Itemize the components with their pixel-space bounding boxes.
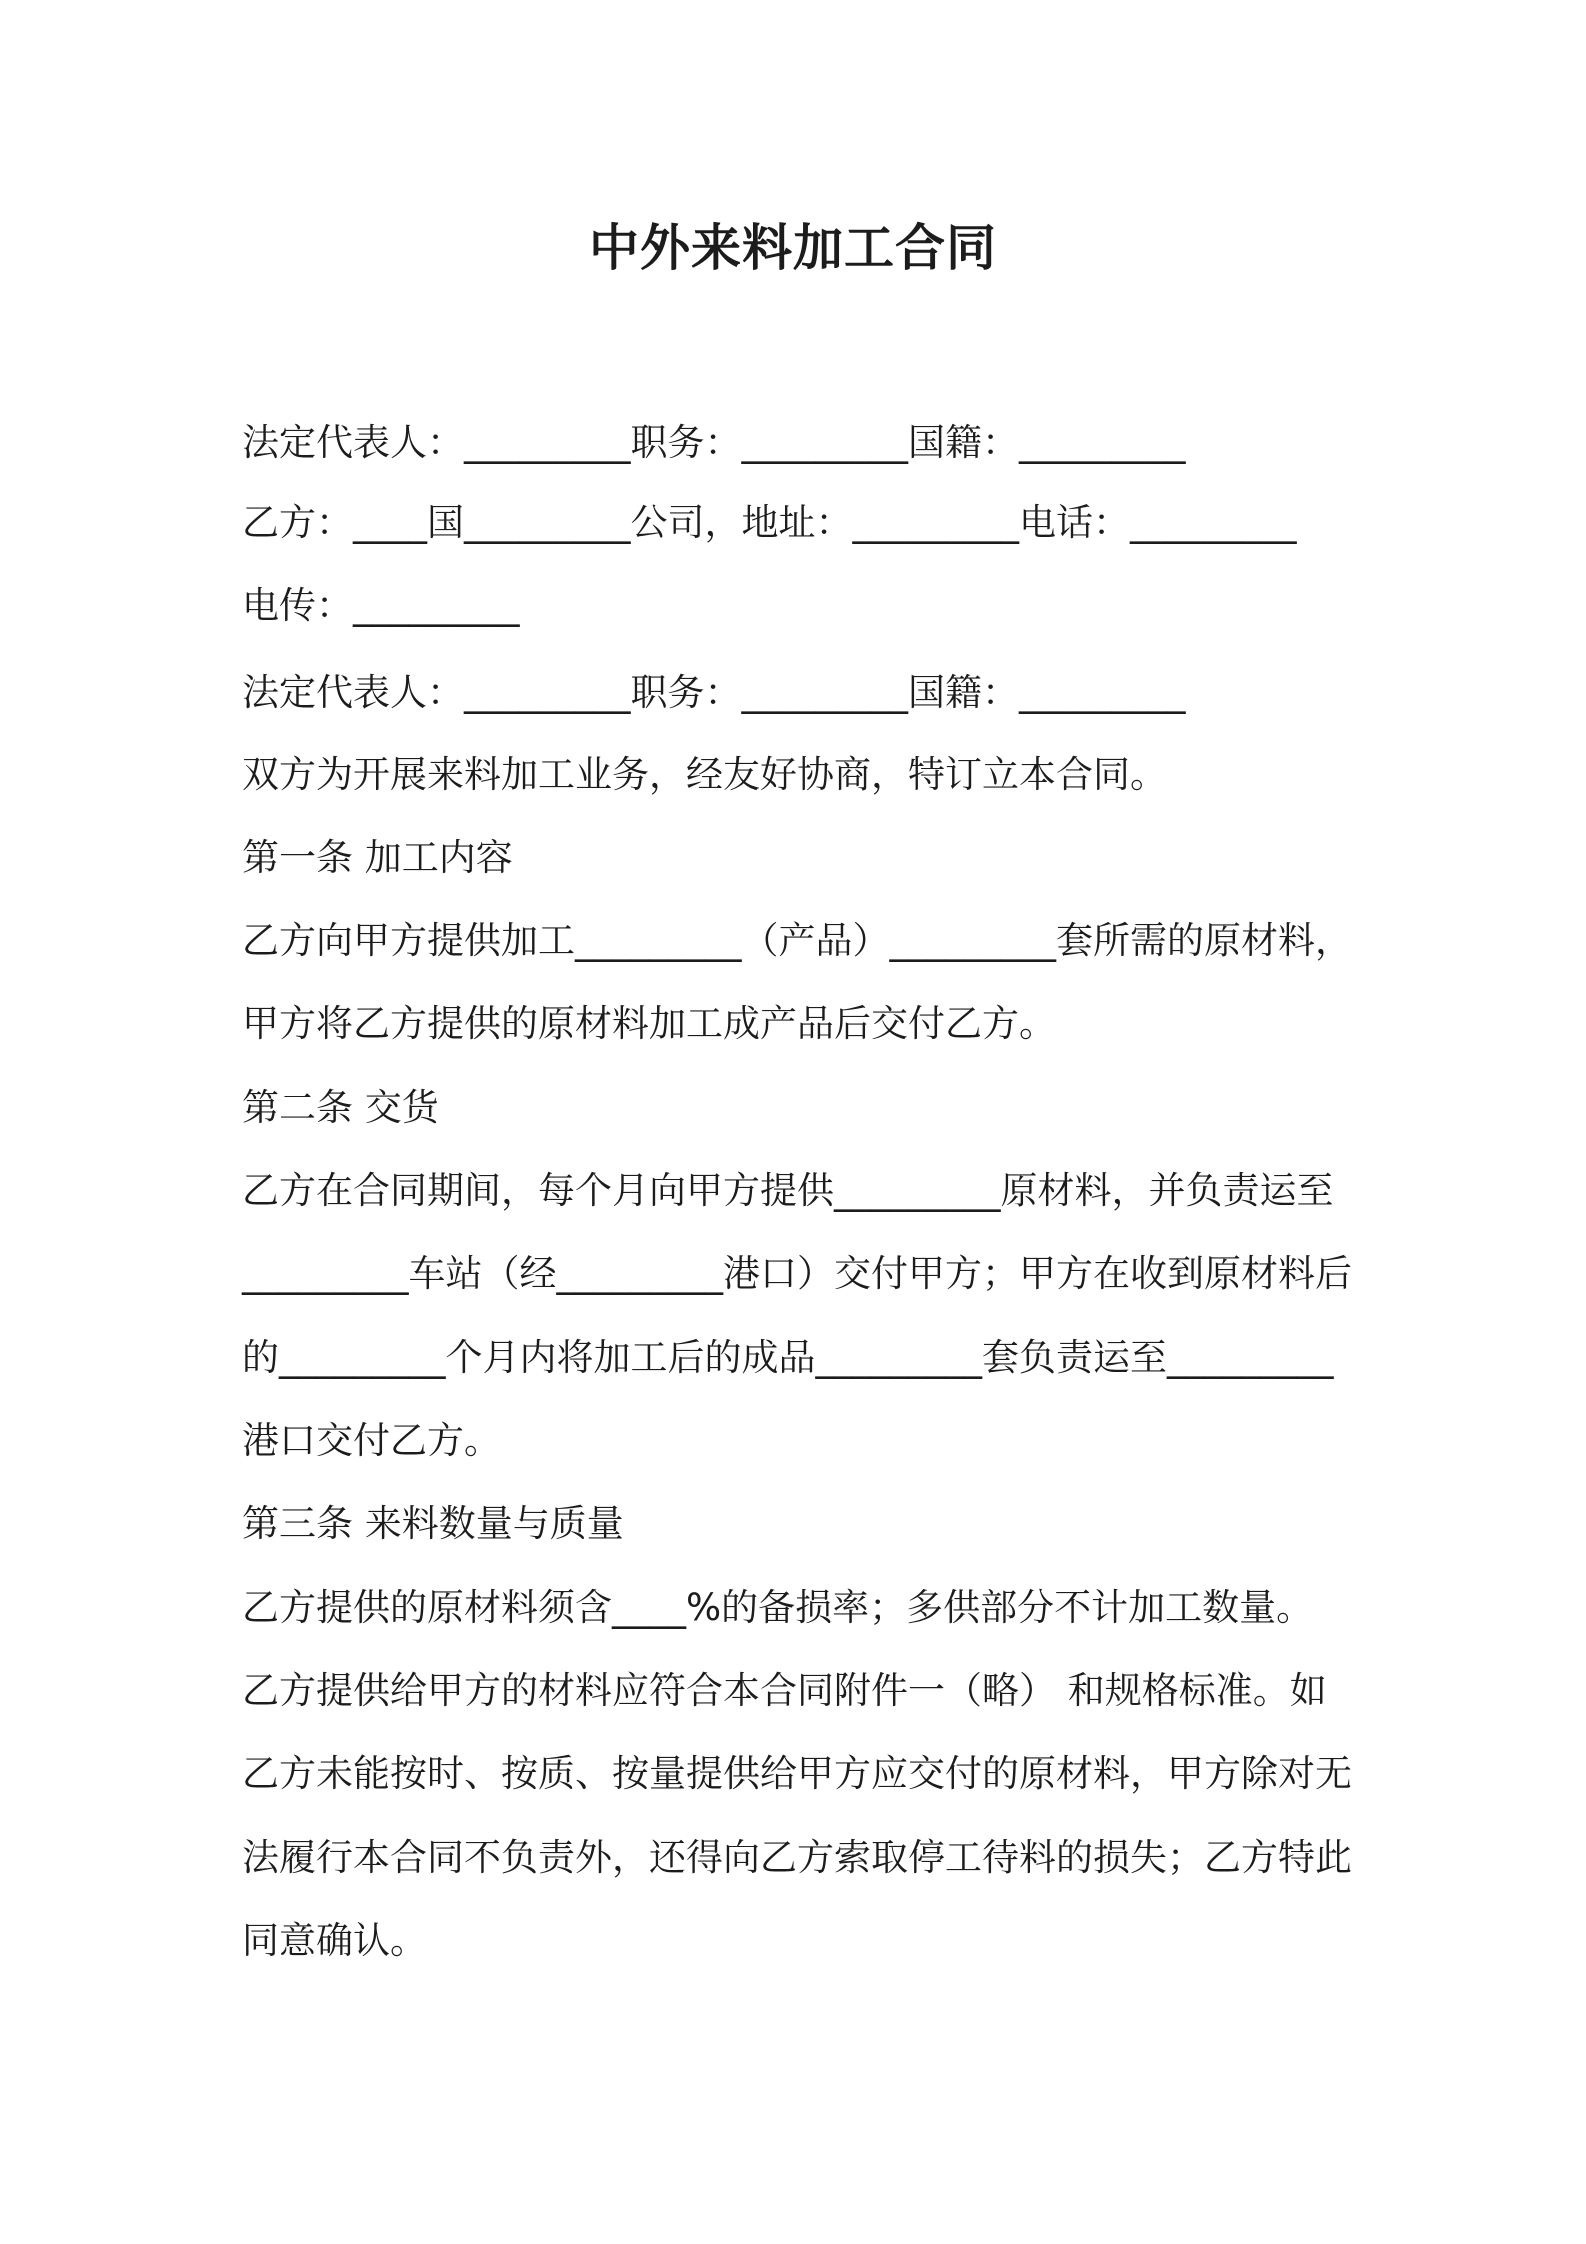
article-3-text: 同意确认。: [242, 1919, 427, 1962]
article-2-text: 乙方在合同期间，每个月向甲方提供_________原材料，并负责运至: [242, 1169, 1334, 1212]
article-3-heading: 第三条 来料数量与质量: [242, 1502, 624, 1545]
article-1-text: 甲方将乙方提供的原材料加工成产品后交付乙方。: [242, 1002, 1056, 1045]
article-2-heading: 第二条 交货: [242, 1086, 439, 1129]
party-b-representative-line: 法定代表人：_________职务：_________国籍：_________: [242, 671, 1186, 714]
article-1-text: 乙方向甲方提供加工_________（产品）_________套所需的原材料，: [242, 919, 1352, 962]
article-3-text: 乙方提供给甲方的材料应符合本合同附件一（略） 和规格标准。如: [242, 1669, 1327, 1712]
article-2-text: 港口交付乙方。: [242, 1419, 501, 1462]
article-3-text: 法履行本合同不负责外，还得向乙方索取停工待料的损失；乙方特此: [242, 1836, 1352, 1879]
party-b-info-line: 乙方：____国_________公司，地址：_________电话：_________: [242, 501, 1297, 544]
preamble-text: 双方为开展来料加工业务，经友好协商，特订立本合同。: [242, 753, 1167, 796]
article-3-text: 乙方未能按时、按质、按量提供给甲方应交付的原材料，甲方除对无: [242, 1752, 1352, 1795]
article-2-text: 的_________个月内将加工后的成品_________套负责运至_________: [242, 1336, 1334, 1379]
article-3-text: 乙方提供的原材料须含____%的备损率；多供部分不计加工数量。: [242, 1586, 1314, 1629]
article-1-heading: 第一条 加工内容: [242, 836, 513, 879]
document-title: 中外来料加工合同: [589, 219, 997, 277]
party-b-telex-line: 电传：_________: [242, 584, 520, 627]
party-a-representative-line: 法定代表人：_________职务：_________国籍：_________: [242, 421, 1186, 464]
article-2-text: _________车站（经_________港口）交付甲方；甲方在收到原材料后: [242, 1252, 1352, 1295]
